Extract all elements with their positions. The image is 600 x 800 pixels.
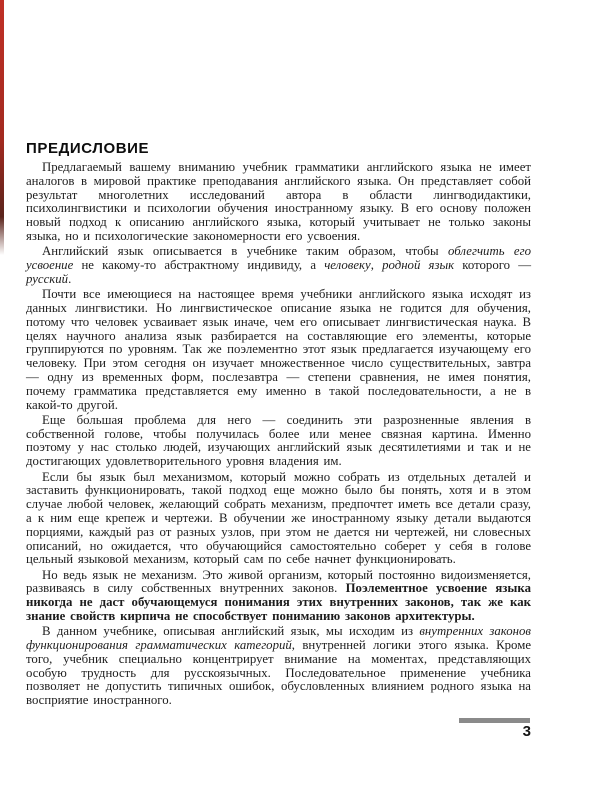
paragraph xyxy=(26,471,531,568)
text-run: облегчить его усвоение xyxy=(26,244,531,273)
text-run: . xyxy=(68,271,72,286)
text-run: родной язык xyxy=(382,258,455,273)
left-edge-scan-artifact xyxy=(0,0,4,255)
text-run: Еще бо́льшая проблема для него — соединить эти разрозненные явления в собственной голове, чтобы получилась более или менее связная картина. Именно поэтому у нас столько людей, изучающих английский язык десятилетиями и так и не достигающих удовлетворительного уровня владения им. xyxy=(26,412,531,469)
paragraph xyxy=(26,161,531,244)
text-run: Поэлементное усвоение языка никогда не даст обучающемуся понимания этих внутренних законов, так же как знание свойств кирпича не способствует пониманию законов архитектуры. xyxy=(26,581,531,623)
paragraph xyxy=(26,245,531,286)
text-run: Но ведь язык не механизм. Это живой организм, который постоянно видоизменяется, развиваясь в силу собственных внутренних законов. xyxy=(26,567,531,596)
text-run: , xyxy=(370,258,383,273)
text-run: Предлагаемый вашему вниманию учебник грамматики английского языка не имеет аналогов в мировой практике преподавания английского языка. Он представляет собой результат многолетних исследований автора в области лингводидактики, психолингвистики и психологии обучения иностранному языку. В его основу положен новый подход к описанию английского языка, который учитывает не только законы языка, но и психологические закономерности его усвоения. xyxy=(26,160,531,243)
preface-title: ПРЕДИСЛОВИЕ xyxy=(26,140,150,157)
paragraph xyxy=(26,625,531,708)
paragraph xyxy=(26,569,531,624)
text-run: русский xyxy=(26,271,69,286)
paragraph xyxy=(26,288,531,412)
preface-body xyxy=(26,161,531,710)
footer-divider-bar xyxy=(459,718,530,723)
page-number: 3 xyxy=(522,723,531,740)
text-run: не какому-то абстрактному индивиду, а xyxy=(73,258,325,273)
text-run: Если бы язык был механизмом, который можно собрать из отдельных деталей и заставить функционировать, такой подход еще можно было бы понять, хотя и в этом случае любой человек, желающий собрать механизм, предпочтет иметь все детали сразу, а к ним еще крепеж и чертежи. В обучении же иностранному языку детали выдаются порциями, каждый раз от разных узлов, при этом не дается ни чертежей, ни словесных описаний, но ожидается, что обучающийся самостоятельно соберет у себя в голове цельный языковой механизм, который сам по себе начнет функционировать. xyxy=(26,469,531,567)
text-run: человеку xyxy=(324,258,371,273)
text-run: которого — xyxy=(454,258,532,273)
text-run: внутренних законов функционирования грамматических категорий xyxy=(26,624,531,653)
paragraph xyxy=(26,414,531,469)
text-run: Английский язык описывается в учебнике таким образом, чтобы xyxy=(42,244,449,259)
text-run: , внутренней логики этого языка. Кроме того, учебник специально концентрирует внимание на моментах, представляющих особую трудность для русскоязычных. Последовательное применение учебника позволяет не допустить типичных ошибок, обусловленных влиянием родного языка на восприятие иностранного. xyxy=(26,638,531,708)
text-run: Почти все имеющиеся на настоящее время учебники английского языка исходят из данных лингвистики. Но лингвистическое описание языка не годится для обучения, потому что человек усваивает язык иначе, чем его описывает лингвистическая наука. В целях научного анализа язык разбирается на составляющие его элементы, которые группируются по уровням. Так же поэлементно этот язык предлагается изучающему его человеку. При этом сегодня он изучает множественное число существительных, завтра — одну из временных форм, послезавтра — степени сравнения, не имея понятия, почему грамматика представляется ему именно в такой последовательности, а не в какой-то другой. xyxy=(26,287,531,412)
text-run: В данном учебнике, описывая английский язык, мы исходим из xyxy=(42,624,420,639)
